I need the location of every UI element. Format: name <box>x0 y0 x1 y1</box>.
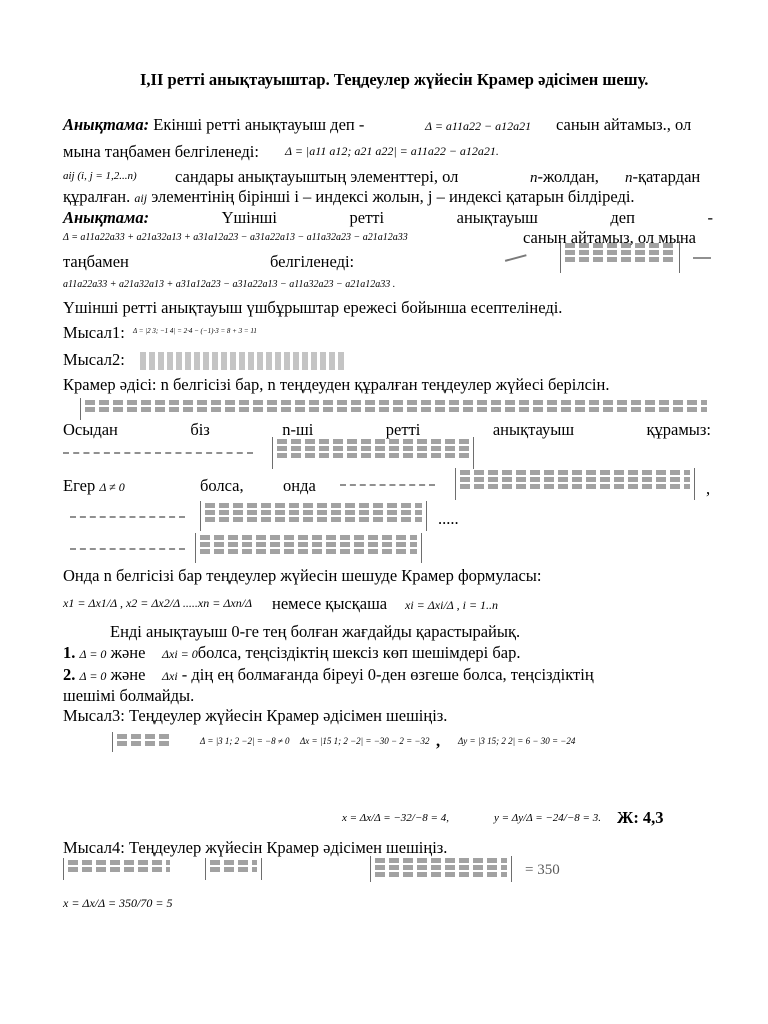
cramer-formula-intro: Онда n белгісізі бар теңдеулер жүйесін шешуде Крамер формуласы: <box>63 566 542 585</box>
example-3-system-image <box>112 732 173 752</box>
formed-word: құралған. <box>63 187 131 206</box>
delta-x2-lhs-image <box>70 516 185 520</box>
definition-label: Анықтама: <box>63 115 150 134</box>
def2-word-4: деп <box>610 208 635 227</box>
form-word-1: Осыдан <box>63 420 118 439</box>
example-3-det: Δ = |3 1; 2 −2| = −8 ≠ 0 <box>200 736 290 746</box>
cramer-short-formula: xi = Δxi/Δ , i = 1..n <box>405 598 499 612</box>
formula-second-order-det: Δ = a11a22 − a12a21 <box>425 119 532 133</box>
example-3-det-y: Δy = |3 15; 2 2| = 6 − 30 = −24 <box>458 736 576 746</box>
def2-word-3: анықтауыш <box>456 208 538 227</box>
definition-2-tail: санын айтамыз, ол мына <box>523 228 696 247</box>
form-word-4: ретті <box>385 420 421 439</box>
def2-word-2: ретті <box>349 208 385 227</box>
delta-x1-lhs-image <box>340 484 435 488</box>
def2-word-1: Үшінші <box>221 208 277 227</box>
case-2-number: 2. <box>63 665 76 684</box>
definition-2-line-1 <box>63 208 713 228</box>
case-1-line <box>63 643 520 664</box>
delta-x1-matrix <box>455 468 695 500</box>
elements-text: сандары анықтауыштың элементтері, ол <box>175 167 459 186</box>
definition-text-tail: санын айтамыз., ол <box>556 115 692 134</box>
n-symbol: n <box>530 170 538 186</box>
page-title: І,ІІ ретті анықтауыштар. Теңдеулер жүйесін Крамер әдісімен шешу. <box>140 70 649 89</box>
n-symbol-2: n <box>625 170 633 186</box>
or-short-text: немесе қысқаша <box>272 594 388 613</box>
zero-case-text: Енді анықтауыш 0-ге тең болған жағдайды қарастырайық. <box>110 622 521 641</box>
cols-word: -қатардан <box>632 167 701 186</box>
example-4-text: Теңдеулер жүйесін Крамер әдісімен шешіңіз. <box>128 838 448 857</box>
denoted-word: белгіленеді: <box>270 252 355 271</box>
triangle-rule-text: Үшінші ретті анықтауыш үшбұрыштар ережесі бойынша есептелінеді. <box>63 298 563 317</box>
example-3-label: Мысал3: <box>63 706 125 725</box>
then-word: онда <box>283 476 316 495</box>
aij-symbol: aij <box>134 191 148 205</box>
formula-third-order-expansion: a11a22a33 + a21a32a13 + a31a12a23 − a31a22a13 − a11a32a23 − a21a12a33 . <box>63 279 396 290</box>
form-word-3: n-ші <box>282 420 314 439</box>
n-order-det-lhs-image <box>63 452 253 456</box>
example-3-comma: , <box>436 731 441 750</box>
cramer-intro-text: Крамер әдісі: n белгісізі бар, n теңдеуден құралған теңдеулер жүйесі берілсін. <box>63 375 610 394</box>
rows-word: -жолдан, <box>537 167 599 186</box>
definition-1-line-2: мына таңбамен белгіленеді: <box>63 142 259 161</box>
form-word-2: біз <box>190 420 210 439</box>
case-2-condition-1: Δ = 0 <box>79 669 107 683</box>
if-word <box>63 476 125 497</box>
notation-word: таңбамен <box>63 252 129 271</box>
example-4-det-x-image <box>370 856 512 882</box>
example-4-det-value: = 350 <box>525 862 560 878</box>
case-2-text: - дің ең болмағанда біреуі 0-ден өзгеше болса, теңсіздіктің <box>181 665 594 684</box>
def2-word-5: - <box>707 208 713 227</box>
ellipsis: ..... <box>438 509 459 528</box>
example-1-formula: Δ = |2 3; −1 4| = 2·4 − (−1)·3 = 8 + 3 = 11 <box>133 327 257 335</box>
example-3-y-solution: y = Δy/Δ = −24/−8 = 3. <box>494 812 601 824</box>
if-then-word: болса, <box>200 476 244 495</box>
n-order-det-matrix <box>272 437 474 469</box>
if-text: Егер <box>63 476 96 495</box>
example-4-det-image <box>205 858 262 880</box>
example-4-x-solution: x = Δx/Δ = 350/70 = 5 <box>63 896 173 910</box>
case-1-condition-2: Δxi = 0 <box>161 647 198 661</box>
approx-sign-icon <box>505 254 527 264</box>
rows-text <box>530 167 599 188</box>
elements-explanation: элементінің бірінші і – индексі жолын, j – индексі қатарын білдіреді. <box>151 187 635 206</box>
delta-xn-matrix <box>195 533 422 563</box>
case-2-line-2: шешімі болмайды. <box>63 686 195 705</box>
case-1-and: және <box>110 643 146 662</box>
example-4-line <box>63 838 447 858</box>
delta-xn-lhs-image <box>70 548 185 552</box>
example-3-answer: Ж: 4,3 <box>617 808 664 827</box>
definition-text: Екінші ретті анықтауыш деп - <box>153 115 365 134</box>
example-4-label: Мысал4: <box>63 838 125 857</box>
case-2-line <box>63 665 594 686</box>
example-3-line <box>63 706 447 726</box>
definition-1-line-1 <box>63 115 364 135</box>
example-3-x-solution: x = Δx/Δ = −32/−8 = 4, <box>342 812 449 824</box>
case-2-condition-2: Δxi <box>161 669 178 683</box>
formula-aij: aij (i, j = 1,2...n) <box>63 170 137 182</box>
form-word-5: анықтауыш <box>492 420 575 439</box>
elements-line-2 <box>63 187 635 208</box>
definition-label-2: Анықтама: <box>63 208 150 227</box>
example-3-det-x: Δx = |15 1; 2 −2| = −30 − 2 = −32 <box>300 736 430 746</box>
example-1-label: Мысал1: <box>63 323 125 342</box>
case-1-number: 1. <box>63 643 76 662</box>
case-1-condition-1: Δ = 0 <box>79 647 107 661</box>
formula-second-order-notation: Δ = |a11 a12; a21 a22| = a11a22 − a12a21. <box>285 144 499 158</box>
equals-sign-icon <box>693 257 711 259</box>
third-order-det-matrix <box>560 241 680 273</box>
example-2-formula-image <box>140 352 345 370</box>
form-word-6: құрамыз: <box>646 420 711 439</box>
linear-system-image <box>80 398 711 420</box>
formula-third-order-det: Δ = a11a22a33 + a21a32a13 + a31a12a23 − a31a22a13 − a11a32a23 − a21a12a33 <box>63 232 408 243</box>
example-2-label: Мысал2: <box>63 350 125 369</box>
example-4-system-image <box>63 858 174 880</box>
example-3-text: Теңдеулер жүйесін Крамер әдісімен шешіңіз. <box>128 706 448 725</box>
delta-x2-matrix <box>200 501 427 531</box>
case-1-text: болса, теңсіздіктің шексіз көп шешімдері бар. <box>197 643 521 662</box>
comma: , <box>706 479 711 498</box>
cramer-formula: x1 = Δx1/Δ , x2 = Δx2/Δ .....xn = Δxn/Δ <box>63 596 253 610</box>
nonzero-condition: Δ ≠ 0 <box>99 480 125 494</box>
cols-text <box>625 167 700 188</box>
case-2-and: және <box>110 665 146 684</box>
